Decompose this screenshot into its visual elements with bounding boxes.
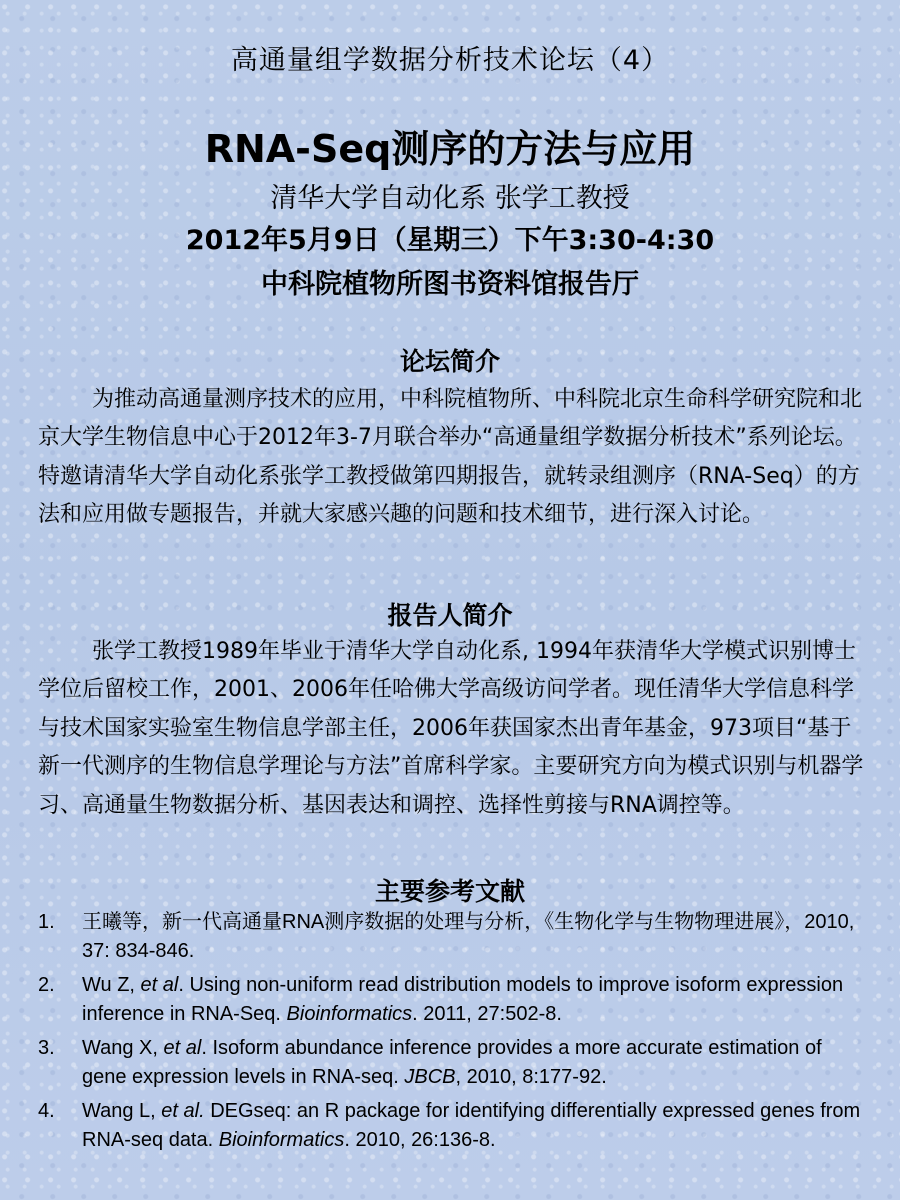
reference-authors: Wu Z, [82,974,141,996]
reference-tail: , 2010, 8:177-92. [455,1065,607,1088]
reference-tail: . 2011, 27:502-8. [412,1002,562,1025]
bio-paragraph: 张学工教授1989年毕业于清华大学自动化系, 1994年获清华大学模式识别博士学位后留校工作，2001、2006年任哈佛大学高级访问学者。现任清华大学信息科学与技术国家实验室生物信息学部主任，2006年获国家杰出青年基金，973项目“基于新一代测序的生物信息学理论与方法”首席科学家。主要研究方向为模式识别与机器学习、高通量生物数据分析、基因表达和调控、选择性剪接与RNA调控等。 [38,639,864,818]
reference-number: 3. [38,1037,55,1059]
forum-series-title: 高通量组学数据分析技术论坛（4） [230,45,670,76]
reference-body: DEGseq: an R package for identifying differentially expressed genes from RNA-seq data. [82,1100,861,1151]
bio-heading: 报告人简介 [387,601,513,630]
reference-body: . Using non-uniform read distribution models to improve isoform expression inference in RNA-Seq. [82,974,844,1025]
reference-journal: Bioinformatics [286,1002,413,1025]
reference-item [38,908,868,965]
reference-journal: JBCB [404,1065,456,1088]
reference-body: 新一代高通量RNA测序数据的处理与分析，《生物化学与生物物理进展》，2010, 37: 834-846. [82,911,855,962]
talk-title: RNA-Seq测序的方法与应用 [204,127,696,171]
reference-authors: 王曦等， [82,911,162,933]
references-list [38,908,868,1160]
reference-number: 1. [38,911,55,933]
reference-number: 2. [38,974,55,996]
speaker-line: 清华大学自动化系 张学工教授 [270,183,630,214]
intro-heading: 论坛简介 [399,347,500,376]
reference-authors: Wang X, [82,1037,164,1059]
reference-body: . Isoform abundance inference provides a more accurate estimation of gene expression levels in RNA-seq. [82,1037,822,1088]
reference-number: 4. [38,1100,55,1122]
intro-paragraph: 为推动高通量测序技术的应用，中科院植物所、中科院北京生命科学研究院和北京大学生物信息中心于2012年3-7月联合举办“高通量组学数据分析技术”系列论坛。特邀请清华大学自动化系张学工教授做第四期报告，就转录组测序（RNA-Seq）的方法和应用做专题报告，并就大家感兴趣的问题和技术细节，进行深入讨论。 [38,387,863,528]
reference-etal: et al [163,1037,202,1059]
venue-line: 中科院植物所图书资料馆报告厅 [261,269,639,300]
reference-etal: et al. [161,1100,205,1122]
reference-item [38,971,868,1028]
references-heading: 主要参考文献 [374,877,525,906]
date-time-line: 2012年5月9日（星期三）下午3:30-4:30 [185,225,715,256]
reference-authors: Wang L, [82,1100,162,1122]
reference-etal: et al [140,974,179,996]
reference-item [38,1097,868,1154]
reference-journal: Bioinformatics [218,1128,345,1151]
reference-item [38,1034,868,1091]
reference-tail: . 2010, 26:136-8. [344,1128,496,1151]
